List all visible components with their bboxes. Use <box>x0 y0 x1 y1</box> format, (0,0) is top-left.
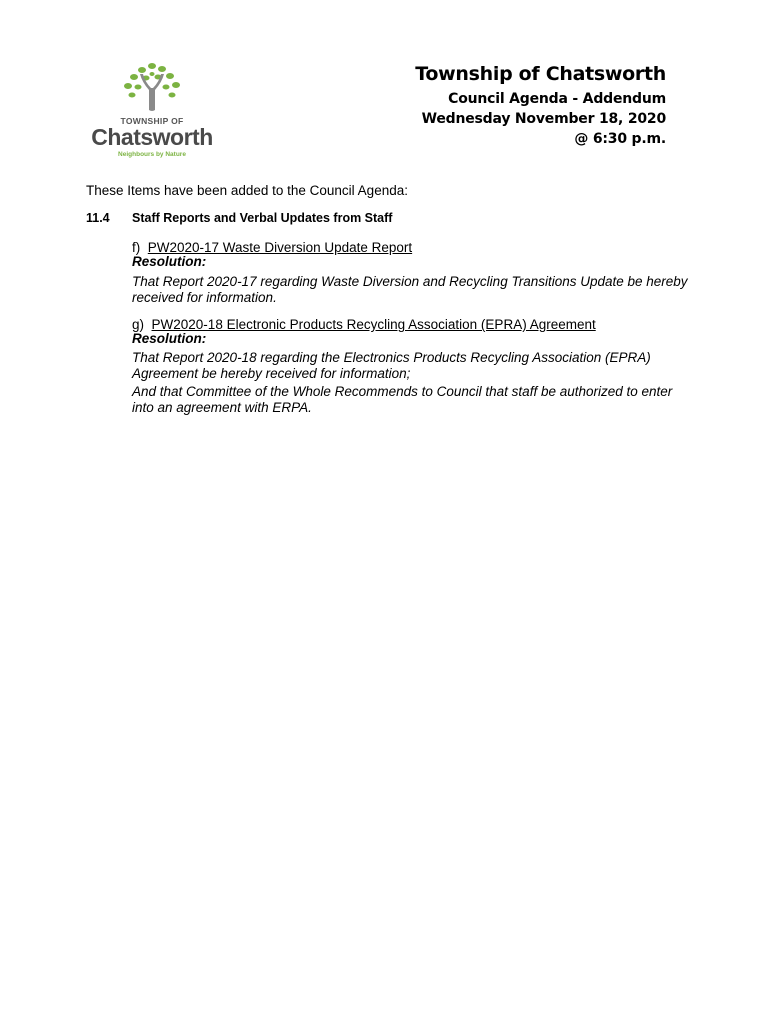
tree-icon <box>112 60 192 118</box>
logo-name: Chatsworth <box>91 124 213 150</box>
page-title: Township of Chatsworth <box>415 63 666 85</box>
logo-tagline: Neighbours by Nature <box>118 151 186 158</box>
resolution-text: That Report 2020-17 regarding Waste Diversion and Recycling Transitions Update be hereby received for information. <box>132 274 688 305</box>
item-letter: g) <box>132 317 145 332</box>
report-link-pw2020-17[interactable]: PW2020-17 Waste Diversion Update Report <box>147 240 413 255</box>
resolution-label: Resolution: <box>132 331 207 346</box>
township-logo <box>82 60 222 160</box>
section-number: 11.4 <box>86 211 110 225</box>
resolution-text: And that Committee of the Whole Recommends to Council that staff be authorized to enter into an agreement with ERPA. <box>132 384 673 415</box>
agenda-item-g <box>132 317 596 332</box>
item-letter: f) <box>132 240 141 255</box>
report-link-pw2020-18[interactable]: PW2020-18 Electronic Products Recycling Association (EPRA) Agreement <box>151 317 596 332</box>
intro-text: These Items have been added to the Council Agenda: <box>86 183 408 198</box>
agenda-item-f <box>132 240 412 255</box>
logo-top-text: TOWNSHIP OF <box>120 116 184 126</box>
section-title: Staff Reports and Verbal Updates from Staff <box>132 211 393 225</box>
meeting-time: @ 6:30 p.m. <box>574 131 666 147</box>
agenda-subtitle: Council Agenda - Addendum <box>448 91 666 107</box>
resolution-label: Resolution: <box>132 254 207 269</box>
resolution-text: That Report 2020-18 regarding the Electronics Products Recycling Association (EPRA) Agreement be hereby received for information; <box>132 350 651 381</box>
meeting-date: Wednesday November 18, 2020 <box>421 111 666 127</box>
